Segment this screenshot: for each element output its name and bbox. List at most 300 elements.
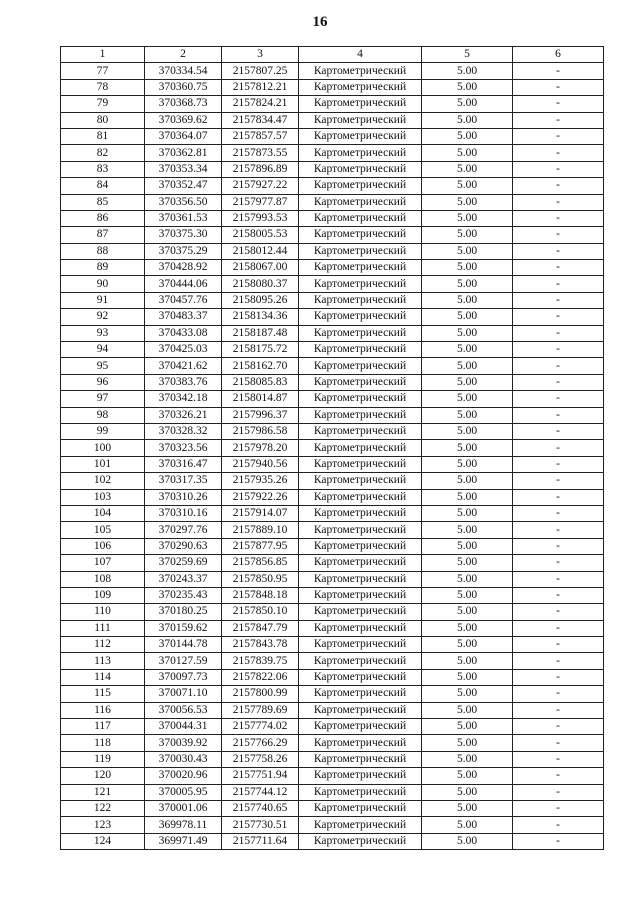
method-cell: Картометрический bbox=[299, 227, 422, 243]
method-cell: Картометрический bbox=[299, 161, 422, 177]
note-cell: - bbox=[513, 669, 604, 685]
x-coordinate-cell: 370259.69 bbox=[145, 555, 222, 571]
accuracy-cell: 5.00 bbox=[422, 505, 513, 521]
coordinates-table bbox=[60, 46, 604, 850]
x-coordinate-cell: 370005.95 bbox=[145, 784, 222, 800]
accuracy-cell: 5.00 bbox=[422, 800, 513, 816]
x-coordinate-cell: 370290.63 bbox=[145, 538, 222, 554]
table-row bbox=[61, 637, 604, 653]
accuracy-cell: 5.00 bbox=[422, 555, 513, 571]
accuracy-cell: 5.00 bbox=[422, 489, 513, 505]
point-number-cell: 108 bbox=[61, 571, 145, 587]
y-coordinate-cell: 2157940.56 bbox=[222, 456, 299, 472]
method-cell: Картометрический bbox=[299, 391, 422, 407]
column-header-6: 6 bbox=[513, 47, 604, 63]
method-cell: Картометрический bbox=[299, 587, 422, 603]
point-number-cell: 83 bbox=[61, 161, 145, 177]
table-row bbox=[61, 833, 604, 849]
y-coordinate-cell: 2158012.44 bbox=[222, 243, 299, 259]
x-coordinate-cell: 370323.56 bbox=[145, 440, 222, 456]
point-number-cell: 118 bbox=[61, 735, 145, 751]
method-cell: Картометрический bbox=[299, 735, 422, 751]
accuracy-cell: 5.00 bbox=[422, 587, 513, 603]
y-coordinate-cell: 2157766.29 bbox=[222, 735, 299, 751]
accuracy-cell: 5.00 bbox=[422, 768, 513, 784]
table-row bbox=[61, 63, 604, 79]
table-row bbox=[61, 358, 604, 374]
point-number-cell: 116 bbox=[61, 702, 145, 718]
accuracy-cell: 5.00 bbox=[422, 210, 513, 226]
method-cell: Картометрический bbox=[299, 243, 422, 259]
point-number-cell: 122 bbox=[61, 800, 145, 816]
point-number-cell: 77 bbox=[61, 63, 145, 79]
note-cell: - bbox=[513, 768, 604, 784]
point-number-cell: 101 bbox=[61, 456, 145, 472]
accuracy-cell: 5.00 bbox=[422, 702, 513, 718]
accuracy-cell: 5.00 bbox=[422, 686, 513, 702]
method-cell: Картометрический bbox=[299, 423, 422, 439]
table-row bbox=[61, 473, 604, 489]
x-coordinate-cell: 370364.07 bbox=[145, 128, 222, 144]
note-cell: - bbox=[513, 423, 604, 439]
method-cell: Картометрический bbox=[299, 145, 422, 161]
x-coordinate-cell: 370433.08 bbox=[145, 325, 222, 341]
note-cell: - bbox=[513, 653, 604, 669]
x-coordinate-cell: 370361.53 bbox=[145, 210, 222, 226]
table-row bbox=[61, 489, 604, 505]
point-number-cell: 112 bbox=[61, 637, 145, 653]
table-row bbox=[61, 538, 604, 554]
table-row bbox=[61, 391, 604, 407]
accuracy-cell: 5.00 bbox=[422, 391, 513, 407]
accuracy-cell: 5.00 bbox=[422, 292, 513, 308]
x-coordinate-cell: 370159.62 bbox=[145, 620, 222, 636]
method-cell: Картометрический bbox=[299, 538, 422, 554]
table-row bbox=[61, 276, 604, 292]
x-coordinate-cell: 370369.62 bbox=[145, 112, 222, 128]
method-cell: Картометрический bbox=[299, 456, 422, 472]
y-coordinate-cell: 2158067.00 bbox=[222, 260, 299, 276]
x-coordinate-cell: 370483.37 bbox=[145, 309, 222, 325]
accuracy-cell: 5.00 bbox=[422, 407, 513, 423]
accuracy-cell: 5.00 bbox=[422, 161, 513, 177]
note-cell: - bbox=[513, 178, 604, 194]
note-cell: - bbox=[513, 112, 604, 128]
column-header-3: 3 bbox=[222, 47, 299, 63]
point-number-cell: 78 bbox=[61, 79, 145, 95]
x-coordinate-cell: 370375.30 bbox=[145, 227, 222, 243]
y-coordinate-cell: 2158014.87 bbox=[222, 391, 299, 407]
point-number-cell: 94 bbox=[61, 342, 145, 358]
note-cell: - bbox=[513, 587, 604, 603]
x-coordinate-cell: 370334.54 bbox=[145, 63, 222, 79]
method-cell: Картометрический bbox=[299, 440, 422, 456]
accuracy-cell: 5.00 bbox=[422, 358, 513, 374]
point-number-cell: 92 bbox=[61, 309, 145, 325]
point-number-cell: 114 bbox=[61, 669, 145, 685]
x-coordinate-cell: 370039.92 bbox=[145, 735, 222, 751]
method-cell: Картометрический bbox=[299, 112, 422, 128]
column-header-4: 4 bbox=[299, 47, 422, 63]
table-row bbox=[61, 210, 604, 226]
table-row bbox=[61, 555, 604, 571]
method-cell: Картометрический bbox=[299, 669, 422, 685]
point-number-cell: 124 bbox=[61, 833, 145, 849]
y-coordinate-cell: 2157744.12 bbox=[222, 784, 299, 800]
y-coordinate-cell: 2158080.37 bbox=[222, 276, 299, 292]
y-coordinate-cell: 2157774.02 bbox=[222, 719, 299, 735]
x-coordinate-cell: 370457.76 bbox=[145, 292, 222, 308]
table-row bbox=[61, 374, 604, 390]
note-cell: - bbox=[513, 292, 604, 308]
point-number-cell: 85 bbox=[61, 194, 145, 210]
y-coordinate-cell: 2157922.26 bbox=[222, 489, 299, 505]
point-number-cell: 102 bbox=[61, 473, 145, 489]
note-cell: - bbox=[513, 637, 604, 653]
y-coordinate-cell: 2157824.21 bbox=[222, 96, 299, 112]
x-coordinate-cell: 370310.26 bbox=[145, 489, 222, 505]
note-cell: - bbox=[513, 243, 604, 259]
point-number-cell: 91 bbox=[61, 292, 145, 308]
note-cell: - bbox=[513, 260, 604, 276]
table-row bbox=[61, 440, 604, 456]
point-number-cell: 115 bbox=[61, 686, 145, 702]
x-coordinate-cell: 370326.21 bbox=[145, 407, 222, 423]
point-number-cell: 104 bbox=[61, 505, 145, 521]
point-number-cell: 87 bbox=[61, 227, 145, 243]
x-coordinate-cell: 370144.78 bbox=[145, 637, 222, 653]
method-cell: Картометрический bbox=[299, 260, 422, 276]
y-coordinate-cell: 2157812.21 bbox=[222, 79, 299, 95]
x-coordinate-cell: 369971.49 bbox=[145, 833, 222, 849]
accuracy-cell: 5.00 bbox=[422, 817, 513, 833]
accuracy-cell: 5.00 bbox=[422, 260, 513, 276]
point-number-cell: 106 bbox=[61, 538, 145, 554]
note-cell: - bbox=[513, 374, 604, 390]
table-row bbox=[61, 800, 604, 816]
point-number-cell: 93 bbox=[61, 325, 145, 341]
note-cell: - bbox=[513, 325, 604, 341]
table-row bbox=[61, 604, 604, 620]
y-coordinate-cell: 2157740.65 bbox=[222, 800, 299, 816]
x-coordinate-cell: 370375.29 bbox=[145, 243, 222, 259]
y-coordinate-cell: 2157889.10 bbox=[222, 522, 299, 538]
point-number-cell: 84 bbox=[61, 178, 145, 194]
point-number-cell: 80 bbox=[61, 112, 145, 128]
method-cell: Картометрический bbox=[299, 702, 422, 718]
x-coordinate-cell: 370360.75 bbox=[145, 79, 222, 95]
note-cell: - bbox=[513, 620, 604, 636]
note-cell: - bbox=[513, 555, 604, 571]
note-cell: - bbox=[513, 784, 604, 800]
y-coordinate-cell: 2157730.51 bbox=[222, 817, 299, 833]
y-coordinate-cell: 2157927.22 bbox=[222, 178, 299, 194]
page-number: 16 bbox=[312, 14, 328, 30]
x-coordinate-cell: 370342.18 bbox=[145, 391, 222, 407]
note-cell: - bbox=[513, 751, 604, 767]
table-row bbox=[61, 735, 604, 751]
note-cell: - bbox=[513, 505, 604, 521]
note-cell: - bbox=[513, 276, 604, 292]
y-coordinate-cell: 2158187.48 bbox=[222, 325, 299, 341]
table-row bbox=[61, 227, 604, 243]
y-coordinate-cell: 2157758.26 bbox=[222, 751, 299, 767]
method-cell: Картометрический bbox=[299, 276, 422, 292]
table-row bbox=[61, 751, 604, 767]
method-cell: Картометрический bbox=[299, 751, 422, 767]
y-coordinate-cell: 2158134.36 bbox=[222, 309, 299, 325]
table-row bbox=[61, 571, 604, 587]
column-header-1: 1 bbox=[61, 47, 145, 63]
method-cell: Картометрический bbox=[299, 63, 422, 79]
x-coordinate-cell: 370352.47 bbox=[145, 178, 222, 194]
accuracy-cell: 5.00 bbox=[422, 833, 513, 849]
accuracy-cell: 5.00 bbox=[422, 735, 513, 751]
x-coordinate-cell: 370310.16 bbox=[145, 505, 222, 521]
accuracy-cell: 5.00 bbox=[422, 784, 513, 800]
accuracy-cell: 5.00 bbox=[422, 63, 513, 79]
accuracy-cell: 5.00 bbox=[422, 145, 513, 161]
point-number-cell: 121 bbox=[61, 784, 145, 800]
x-coordinate-cell: 369978.11 bbox=[145, 817, 222, 833]
x-coordinate-cell: 370328.32 bbox=[145, 423, 222, 439]
y-coordinate-cell: 2157751.94 bbox=[222, 768, 299, 784]
method-cell: Картометрический bbox=[299, 833, 422, 849]
y-coordinate-cell: 2158162.70 bbox=[222, 358, 299, 374]
note-cell: - bbox=[513, 473, 604, 489]
method-cell: Картометрический bbox=[299, 604, 422, 620]
method-cell: Картометрический bbox=[299, 194, 422, 210]
x-coordinate-cell: 370243.37 bbox=[145, 571, 222, 587]
method-cell: Картометрический bbox=[299, 473, 422, 489]
accuracy-cell: 5.00 bbox=[422, 719, 513, 735]
y-coordinate-cell: 2157711.64 bbox=[222, 833, 299, 849]
method-cell: Картометрический bbox=[299, 637, 422, 653]
y-coordinate-cell: 2157996.37 bbox=[222, 407, 299, 423]
method-cell: Картометрический bbox=[299, 96, 422, 112]
note-cell: - bbox=[513, 456, 604, 472]
point-number-cell: 96 bbox=[61, 374, 145, 390]
method-cell: Картометрический bbox=[299, 325, 422, 341]
y-coordinate-cell: 2157839.75 bbox=[222, 653, 299, 669]
accuracy-cell: 5.00 bbox=[422, 522, 513, 538]
method-cell: Картометрический bbox=[299, 571, 422, 587]
x-coordinate-cell: 370030.43 bbox=[145, 751, 222, 767]
table-row bbox=[61, 325, 604, 341]
accuracy-cell: 5.00 bbox=[422, 96, 513, 112]
accuracy-cell: 5.00 bbox=[422, 571, 513, 587]
method-cell: Картометрический bbox=[299, 768, 422, 784]
point-number-cell: 86 bbox=[61, 210, 145, 226]
x-coordinate-cell: 370235.43 bbox=[145, 587, 222, 603]
y-coordinate-cell: 2157935.26 bbox=[222, 473, 299, 489]
y-coordinate-cell: 2157800.99 bbox=[222, 686, 299, 702]
table-row bbox=[61, 587, 604, 603]
point-number-cell: 88 bbox=[61, 243, 145, 259]
table-row bbox=[61, 342, 604, 358]
y-coordinate-cell: 2157896.89 bbox=[222, 161, 299, 177]
y-coordinate-cell: 2157843.78 bbox=[222, 637, 299, 653]
point-number-cell: 117 bbox=[61, 719, 145, 735]
accuracy-cell: 5.00 bbox=[422, 194, 513, 210]
accuracy-cell: 5.00 bbox=[422, 653, 513, 669]
y-coordinate-cell: 2157850.10 bbox=[222, 604, 299, 620]
note-cell: - bbox=[513, 833, 604, 849]
accuracy-cell: 5.00 bbox=[422, 637, 513, 653]
accuracy-cell: 5.00 bbox=[422, 112, 513, 128]
accuracy-cell: 5.00 bbox=[422, 440, 513, 456]
y-coordinate-cell: 2157993.53 bbox=[222, 210, 299, 226]
y-coordinate-cell: 2157977.87 bbox=[222, 194, 299, 210]
accuracy-cell: 5.00 bbox=[422, 227, 513, 243]
x-coordinate-cell: 370297.76 bbox=[145, 522, 222, 538]
table-row bbox=[61, 292, 604, 308]
accuracy-cell: 5.00 bbox=[422, 669, 513, 685]
table-row bbox=[61, 456, 604, 472]
method-cell: Картометрический bbox=[299, 489, 422, 505]
table-row bbox=[61, 669, 604, 685]
table-row bbox=[61, 407, 604, 423]
method-cell: Картометрический bbox=[299, 342, 422, 358]
note-cell: - bbox=[513, 309, 604, 325]
method-cell: Картометрический bbox=[299, 784, 422, 800]
method-cell: Картометрический bbox=[299, 817, 422, 833]
point-number-cell: 95 bbox=[61, 358, 145, 374]
accuracy-cell: 5.00 bbox=[422, 243, 513, 259]
point-number-cell: 99 bbox=[61, 423, 145, 439]
table-row bbox=[61, 522, 604, 538]
accuracy-cell: 5.00 bbox=[422, 342, 513, 358]
table-row bbox=[61, 784, 604, 800]
x-coordinate-cell: 370001.06 bbox=[145, 800, 222, 816]
note-cell: - bbox=[513, 210, 604, 226]
y-coordinate-cell: 2157978.20 bbox=[222, 440, 299, 456]
table-row bbox=[61, 96, 604, 112]
method-cell: Картометрический bbox=[299, 374, 422, 390]
table-row bbox=[61, 260, 604, 276]
point-number-cell: 103 bbox=[61, 489, 145, 505]
accuracy-cell: 5.00 bbox=[422, 620, 513, 636]
method-cell: Картометрический bbox=[299, 522, 422, 538]
y-coordinate-cell: 2157873.55 bbox=[222, 145, 299, 161]
y-coordinate-cell: 2157848.18 bbox=[222, 587, 299, 603]
method-cell: Картометрический bbox=[299, 358, 422, 374]
x-coordinate-cell: 370056.53 bbox=[145, 702, 222, 718]
x-coordinate-cell: 370383.76 bbox=[145, 374, 222, 390]
table-row bbox=[61, 719, 604, 735]
accuracy-cell: 5.00 bbox=[422, 473, 513, 489]
note-cell: - bbox=[513, 719, 604, 735]
accuracy-cell: 5.00 bbox=[422, 79, 513, 95]
method-cell: Картометрический bbox=[299, 653, 422, 669]
accuracy-cell: 5.00 bbox=[422, 128, 513, 144]
method-cell: Картометрический bbox=[299, 309, 422, 325]
accuracy-cell: 5.00 bbox=[422, 751, 513, 767]
x-coordinate-cell: 370425.03 bbox=[145, 342, 222, 358]
y-coordinate-cell: 2157847.79 bbox=[222, 620, 299, 636]
point-number-cell: 105 bbox=[61, 522, 145, 538]
y-coordinate-cell: 2158085.83 bbox=[222, 374, 299, 390]
method-cell: Картометрический bbox=[299, 800, 422, 816]
table-body bbox=[61, 63, 604, 850]
table-row bbox=[61, 194, 604, 210]
column-header-2: 2 bbox=[145, 47, 222, 63]
note-cell: - bbox=[513, 96, 604, 112]
table-row bbox=[61, 620, 604, 636]
note-cell: - bbox=[513, 145, 604, 161]
accuracy-cell: 5.00 bbox=[422, 178, 513, 194]
point-number-cell: 100 bbox=[61, 440, 145, 456]
method-cell: Картометрический bbox=[299, 79, 422, 95]
method-cell: Картометрический bbox=[299, 407, 422, 423]
point-number-cell: 111 bbox=[61, 620, 145, 636]
table-row bbox=[61, 686, 604, 702]
note-cell: - bbox=[513, 800, 604, 816]
note-cell: - bbox=[513, 227, 604, 243]
method-cell: Картометрический bbox=[299, 555, 422, 571]
table-row bbox=[61, 112, 604, 128]
point-number-cell: 110 bbox=[61, 604, 145, 620]
note-cell: - bbox=[513, 63, 604, 79]
y-coordinate-cell: 2157986.58 bbox=[222, 423, 299, 439]
table-header-row bbox=[61, 47, 604, 63]
y-coordinate-cell: 2158005.53 bbox=[222, 227, 299, 243]
accuracy-cell: 5.00 bbox=[422, 456, 513, 472]
x-coordinate-cell: 370044.31 bbox=[145, 719, 222, 735]
note-cell: - bbox=[513, 194, 604, 210]
note-cell: - bbox=[513, 489, 604, 505]
table-row bbox=[61, 653, 604, 669]
point-number-cell: 79 bbox=[61, 96, 145, 112]
point-number-cell: 82 bbox=[61, 145, 145, 161]
note-cell: - bbox=[513, 538, 604, 554]
accuracy-cell: 5.00 bbox=[422, 276, 513, 292]
point-number-cell: 98 bbox=[61, 407, 145, 423]
note-cell: - bbox=[513, 817, 604, 833]
note-cell: - bbox=[513, 522, 604, 538]
point-number-cell: 90 bbox=[61, 276, 145, 292]
note-cell: - bbox=[513, 342, 604, 358]
y-coordinate-cell: 2158095.26 bbox=[222, 292, 299, 308]
x-coordinate-cell: 370421.62 bbox=[145, 358, 222, 374]
table-row bbox=[61, 817, 604, 833]
accuracy-cell: 5.00 bbox=[422, 604, 513, 620]
point-number-cell: 123 bbox=[61, 817, 145, 833]
x-coordinate-cell: 370368.73 bbox=[145, 96, 222, 112]
note-cell: - bbox=[513, 358, 604, 374]
note-cell: - bbox=[513, 128, 604, 144]
x-coordinate-cell: 370356.50 bbox=[145, 194, 222, 210]
method-cell: Картометрический bbox=[299, 620, 422, 636]
note-cell: - bbox=[513, 407, 604, 423]
y-coordinate-cell: 2157856.85 bbox=[222, 555, 299, 571]
method-cell: Картометрический bbox=[299, 128, 422, 144]
x-coordinate-cell: 370353.34 bbox=[145, 161, 222, 177]
note-cell: - bbox=[513, 440, 604, 456]
table-row bbox=[61, 79, 604, 95]
point-number-cell: 107 bbox=[61, 555, 145, 571]
y-coordinate-cell: 2157850.95 bbox=[222, 571, 299, 587]
table-row bbox=[61, 423, 604, 439]
point-number-cell: 113 bbox=[61, 653, 145, 669]
x-coordinate-cell: 370020.96 bbox=[145, 768, 222, 784]
note-cell: - bbox=[513, 686, 604, 702]
method-cell: Картометрический bbox=[299, 505, 422, 521]
x-coordinate-cell: 370444.06 bbox=[145, 276, 222, 292]
note-cell: - bbox=[513, 79, 604, 95]
table-row bbox=[61, 161, 604, 177]
x-coordinate-cell: 370362.81 bbox=[145, 145, 222, 161]
